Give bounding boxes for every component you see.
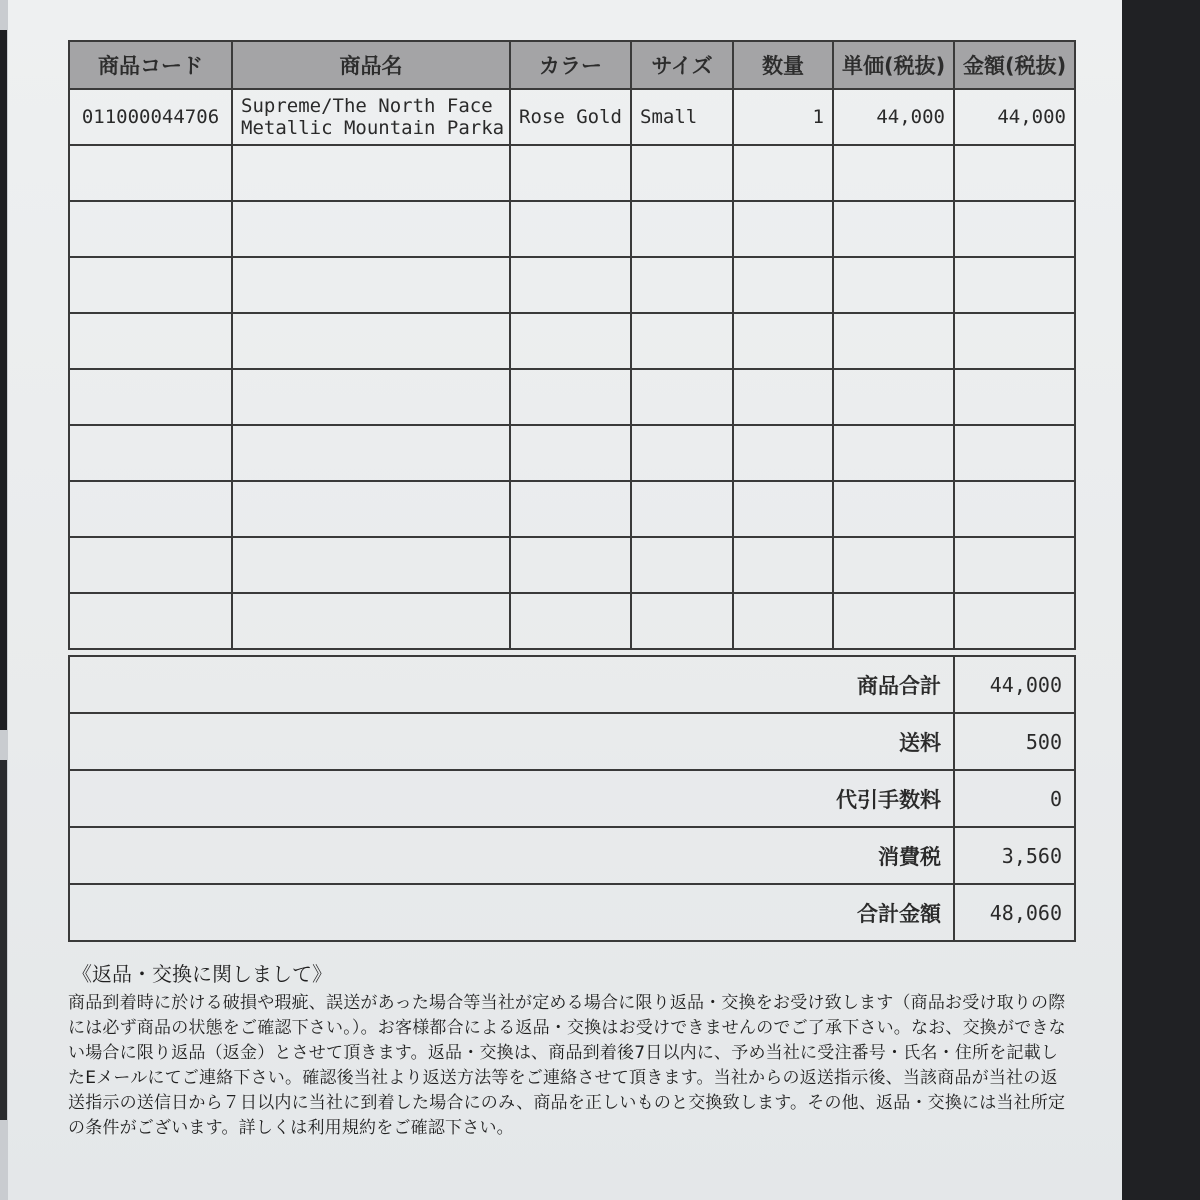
empty-cell <box>232 313 510 369</box>
desk-shadow-upper <box>0 30 7 730</box>
empty-cell <box>631 201 733 257</box>
totals-row-shipping <box>69 713 1075 770</box>
table-row-empty <box>69 145 1075 201</box>
empty-cell <box>510 425 631 481</box>
product-name-line-1: Supreme/The North Face <box>241 95 493 117</box>
header-unit-price: 単価(税抜) <box>833 41 954 89</box>
totals-row-tax <box>69 827 1075 884</box>
empty-cell <box>631 313 733 369</box>
empty-cell <box>833 145 954 201</box>
cod-fee-value: 0 <box>954 770 1075 827</box>
table-row <box>69 89 1075 145</box>
tax-label: 消費税 <box>69 827 954 884</box>
empty-cell <box>510 201 631 257</box>
empty-cell <box>510 593 631 649</box>
empty-cell <box>833 425 954 481</box>
desk-shadow-lower <box>0 760 7 1120</box>
cell-size: Small <box>631 89 733 145</box>
empty-cell <box>733 257 833 313</box>
empty-cell <box>232 481 510 537</box>
tax-value: 3,560 <box>954 827 1075 884</box>
table-row-empty <box>69 593 1075 649</box>
cod-fee-label: 代引手数料 <box>69 770 954 827</box>
empty-cell <box>69 481 232 537</box>
totals-row-subtotal <box>69 656 1075 713</box>
header-product-name: 商品名 <box>232 41 510 89</box>
empty-cell <box>631 425 733 481</box>
empty-cell <box>510 257 631 313</box>
empty-cell <box>232 425 510 481</box>
subtotal-label: 商品合計 <box>69 656 954 713</box>
empty-cell <box>733 369 833 425</box>
table-row-empty <box>69 425 1075 481</box>
empty-cell <box>510 481 631 537</box>
header-row <box>69 41 1075 89</box>
empty-cell <box>631 593 733 649</box>
empty-cell <box>631 257 733 313</box>
empty-cell <box>69 145 232 201</box>
notice-body: 商品到着時に於ける破損や瑕疵、誤送があった場合等当社が定める場合に限り返品・交換をお受け致します（商品お受け取りの際には必ず商品の状態をご確認下さい。）。お客様都合による返品・交換はお受けできませんのでご了承下さい。なお、交換ができない場合に限り返品（返金）とさせて頂きます。返品・交換は、商品到着後7日以内に、予め当社に受注番号・氏名・住所を記載したEメールにてご連絡下さい。確認後当社より返送方法等をご連絡させて頂きます。当社からの返送指示後、当該商品が当社の返送指示の送信日から７日以内に当社に到着した場合にのみ、商品を正しいものと交換致します。その他、返品・交換には当社所定の条件がございます。詳しくは利用規約をご確認下さい。 <box>68 993 1066 1138</box>
header-color: カラー <box>510 41 631 89</box>
totals-row-cod-fee <box>69 770 1075 827</box>
empty-cell <box>69 369 232 425</box>
totals-row-grand-total <box>69 884 1075 941</box>
empty-cell <box>232 145 510 201</box>
header-product-code: 商品コード <box>69 41 232 89</box>
empty-cell <box>69 313 232 369</box>
empty-cell <box>954 369 1075 425</box>
empty-cell <box>631 537 733 593</box>
empty-cell <box>954 201 1075 257</box>
empty-cell <box>733 201 833 257</box>
empty-cell <box>232 537 510 593</box>
header-quantity: 数量 <box>733 41 833 89</box>
return-policy-notice <box>68 958 1068 1141</box>
empty-cell <box>954 537 1075 593</box>
empty-cell <box>631 481 733 537</box>
empty-cell <box>833 313 954 369</box>
desk-right-edge <box>1122 0 1200 1200</box>
empty-cell <box>69 425 232 481</box>
empty-cell <box>510 145 631 201</box>
shipping-value: 500 <box>954 713 1075 770</box>
empty-cell <box>631 369 733 425</box>
empty-cell <box>954 593 1075 649</box>
table-row-empty <box>69 369 1075 425</box>
empty-cell <box>954 257 1075 313</box>
empty-cell <box>733 145 833 201</box>
empty-cell <box>733 537 833 593</box>
product-name-line-2: Metallic Mountain Parka <box>241 117 505 139</box>
cell-product-code: 011000044706 <box>69 89 232 145</box>
totals-table <box>68 655 1076 942</box>
table-row-empty <box>69 537 1075 593</box>
empty-cell <box>833 369 954 425</box>
empty-cell <box>510 369 631 425</box>
empty-cell <box>232 369 510 425</box>
empty-cell <box>232 201 510 257</box>
empty-cell <box>232 593 510 649</box>
empty-cell <box>733 313 833 369</box>
shipping-label: 送料 <box>69 713 954 770</box>
cell-amount: 44,000 <box>954 89 1075 145</box>
desk-left-edge <box>0 0 8 1200</box>
empty-cell <box>69 257 232 313</box>
grand-total-value: 48,060 <box>954 884 1075 941</box>
header-amount: 金額(税抜) <box>954 41 1075 89</box>
empty-cell <box>733 593 833 649</box>
empty-cell <box>954 425 1075 481</box>
cell-quantity: 1 <box>733 89 833 145</box>
header-size: サイズ <box>631 41 733 89</box>
empty-cell <box>833 257 954 313</box>
empty-cell <box>954 145 1075 201</box>
table-row-empty <box>69 201 1075 257</box>
empty-cell <box>833 481 954 537</box>
empty-cell <box>833 201 954 257</box>
empty-cell <box>733 481 833 537</box>
notice-title: 《返品・交換に関しまして》 <box>72 962 332 986</box>
empty-cell <box>69 593 232 649</box>
table-row-empty <box>69 313 1075 369</box>
empty-cell <box>69 201 232 257</box>
empty-cell <box>510 537 631 593</box>
empty-cell <box>954 481 1075 537</box>
cell-product-name <box>232 89 510 145</box>
cell-unit-price: 44,000 <box>833 89 954 145</box>
cell-color: Rose Gold <box>510 89 631 145</box>
empty-cell <box>69 537 232 593</box>
table-row-empty <box>69 257 1075 313</box>
empty-cell <box>232 257 510 313</box>
empty-cell <box>510 313 631 369</box>
empty-cell <box>833 593 954 649</box>
empty-cell <box>954 313 1075 369</box>
table-row-empty <box>69 481 1075 537</box>
subtotal-value: 44,000 <box>954 656 1075 713</box>
items-table <box>68 40 1076 650</box>
empty-cell <box>631 145 733 201</box>
empty-cell <box>833 537 954 593</box>
grand-total-label: 合計金額 <box>69 884 954 941</box>
empty-cell <box>733 425 833 481</box>
